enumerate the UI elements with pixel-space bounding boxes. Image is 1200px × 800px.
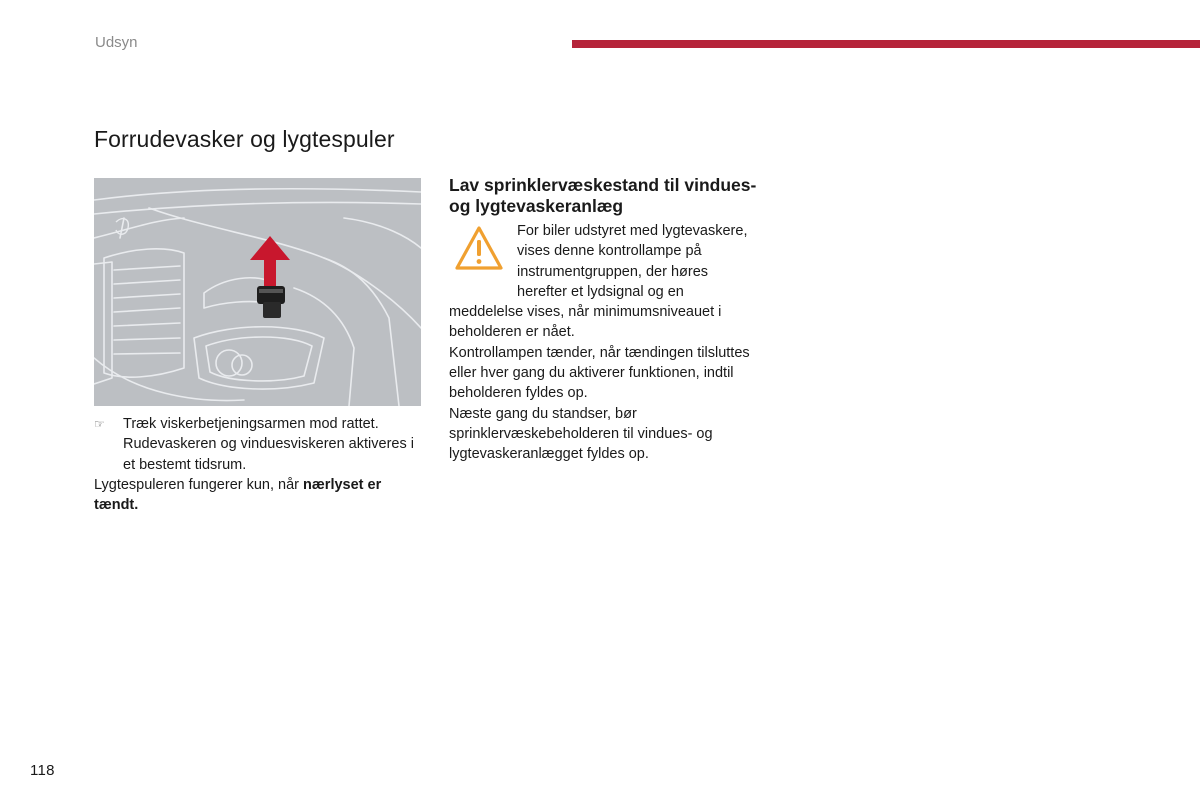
warning-triangle-icon [454, 225, 504, 271]
section-subtitle: Lav sprinklervæskestand til vindues- og lygtevaskeranlæg [449, 175, 757, 216]
warning-line-4: herefter et lydsignal og en [517, 283, 684, 300]
header-section-label: Udsyn [95, 34, 138, 51]
warning-line-1: For biler udstyret med lygtevaskere, [517, 223, 748, 239]
note-bold: nærlyset er tændt. [94, 476, 382, 514]
right-column [449, 175, 779, 465]
warning-line-3: instrumentgruppen, der høres [517, 263, 709, 280]
header-accent-bar [572, 40, 1200, 48]
warning-line-2: vises denne kontrollampe på [517, 243, 702, 260]
note-paragraph [94, 475, 414, 516]
warning-block [449, 221, 779, 343]
warning-continuation: meddelelse vises, når minimumsniveauet i beholderen er nået. [449, 304, 722, 341]
hand-pointer-icon: ☞ [94, 417, 105, 431]
page-title: Forrudevasker og lygtespuler [94, 126, 395, 152]
paragraph-3: Næste gang du standser, bør sprinklervæskebeholderen til vindues- og lygtevaskeranlægget fyldes op. [449, 405, 713, 463]
note-text: Lygtespuleren fungerer kun, når [94, 476, 304, 493]
car-front-washer-lever-illustration [94, 178, 421, 406]
bullet-instruction [94, 414, 414, 475]
left-column [94, 414, 414, 515]
page-number: 118 [30, 762, 55, 779]
washer-illustration [94, 178, 421, 406]
bullet-text: Træk viskerbetjeningsarmen mod rattet. Rudevaskeren og vinduesviskeren aktiveres i et bestemt tidsrum. [123, 416, 414, 473]
paragraph-2: Kontrollampen tænder, når tændingen tilsluttes eller hver gang du aktiverer funktionen, indtil beholderen fyldes op. [449, 344, 750, 402]
